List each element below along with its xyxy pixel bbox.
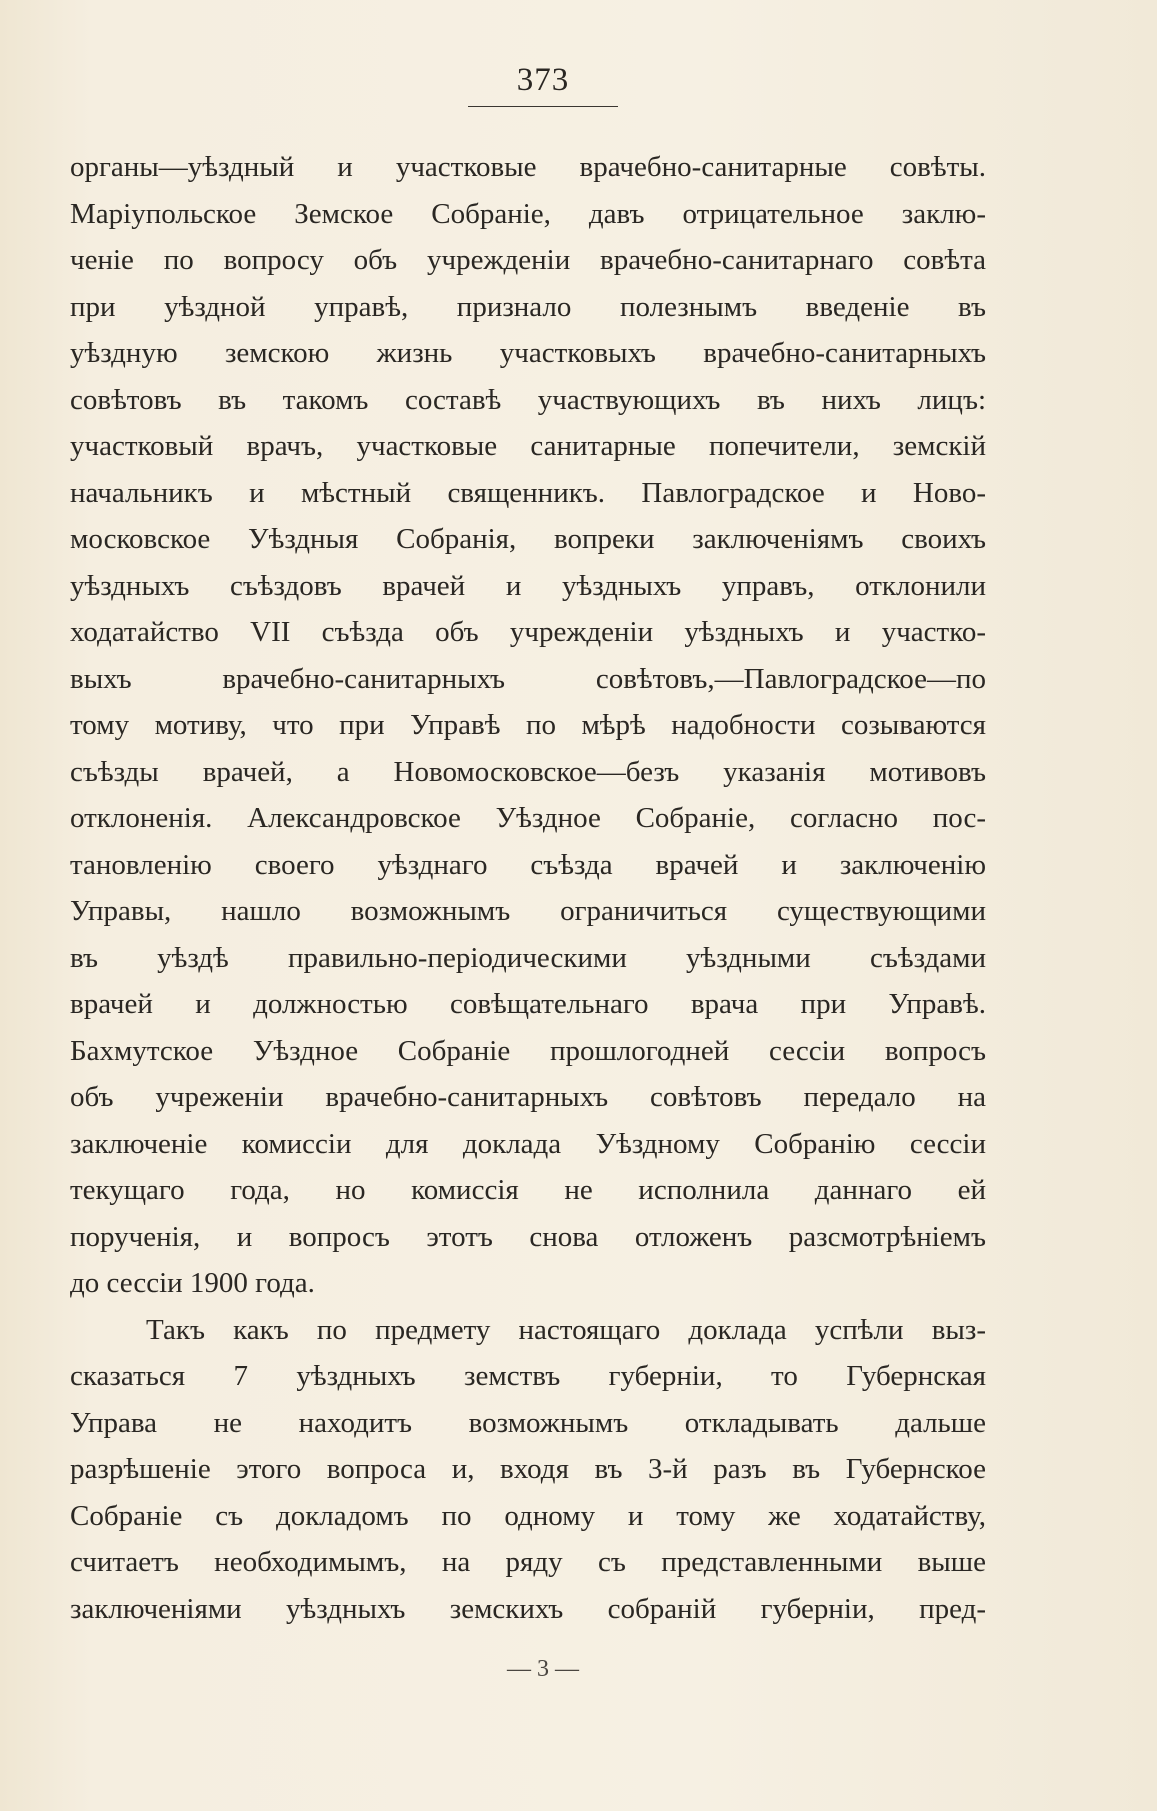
text-line: заключеніе комиссіи для доклада Уѣздному Собранію сессіи: [70, 1127, 986, 1160]
text-line: выхъ врачебно-санитарныхъ совѣтовъ,—Павлоградское—по: [70, 662, 986, 695]
text-line: совѣтовъ въ такомъ составѣ участвующихъ въ нихъ лицъ:: [70, 383, 986, 416]
text-line: Маріупольское Земское Собраніе, давъ отрицательное заклю-: [70, 197, 986, 230]
text-line: тановленію своего уѣзднаго съѣзда врачей и заключенію: [70, 848, 986, 881]
text-line: объ учреженіи врачебно-санитарныхъ совѣтовъ передало на: [70, 1081, 986, 1113]
text-line: разрѣшеніе этого вопроса и, входя въ 3-й разъ въ Губернское: [70, 1453, 986, 1485]
text-line: при уѣздной управѣ, признало полезнымъ введеніе въ: [70, 290, 986, 323]
text-line: заключеніями уѣздныхъ земскихъ собраній губерніи, пред-: [70, 1592, 986, 1625]
text-line: уѣздную земскою жизнь участковыхъ врачебно-санитарныхъ: [70, 337, 986, 369]
text-line: ходатайство VII съѣзда объ учрежденіи уѣздныхъ и участко-: [70, 616, 986, 648]
text-line: порученія, и вопросъ этотъ снова отложенъ разсмотрѣніемъ: [70, 1220, 986, 1253]
text-line: врачей и должностью совѣщательнаго врача при Управѣ.: [70, 988, 986, 1020]
signature-mark: — 3 —: [507, 1656, 579, 1682]
text-line: Такъ какъ по предмету настоящаго доклада успѣли выз-: [146, 1313, 986, 1346]
text-line: уѣздныхъ съѣздовъ врачей и уѣздныхъ управъ, отклонили: [70, 569, 986, 602]
text-line: органы—уѣздный и участковые врачебно-санитарные совѣты.: [70, 151, 986, 183]
text-line: считаетъ необходимымъ, на ряду съ представленными выше: [70, 1546, 986, 1578]
body-text: [70, 144, 986, 1632]
header-rule: [468, 106, 618, 107]
text-line: ченіе по вопросу объ учрежденіи врачебно-санитарнаго совѣта: [70, 244, 986, 276]
text-line: до сессіи 1900 года.: [70, 1267, 315, 1299]
page-number: 373: [516, 62, 570, 98]
text-line: Бахмутское Уѣздное Собраніе прошлогодней сессіи вопросъ: [70, 1034, 986, 1067]
text-line: текущаго года, но комиссія не исполнила даннаго ей: [70, 1174, 986, 1206]
text-line: московское Уѣздныя Собранія, вопреки заключеніямъ своихъ: [70, 523, 986, 555]
text-line: начальникъ и мѣстный священникъ. Павлоградское и Ново-: [70, 476, 986, 509]
text-line: Управы, нашло возможнымъ ограничиться существующими: [70, 895, 986, 927]
text-line: отклоненія. Александровское Уѣздное Собраніе, согласно пос-: [70, 802, 986, 834]
text-line: Собраніе съ докладомъ по одному и тому же ходатайству,: [70, 1499, 986, 1532]
text-line: участковый врачъ, участковые санитарные попечители, земскій: [70, 430, 986, 462]
text-line: въ уѣздѣ правильно-періодическими уѣздными съѣздами: [70, 941, 986, 974]
text-line: тому мотиву, что при Управѣ по мѣрѣ надобности созываются: [70, 709, 986, 741]
text-line: съѣзды врачей, а Новомосковское—безъ указанія мотивовъ: [70, 755, 986, 788]
text-line: сказаться 7 уѣздныхъ земствъ губерніи, то Губернская: [70, 1360, 986, 1392]
text-line: Управа не находитъ возможнымъ откладывать дальше: [70, 1406, 986, 1439]
